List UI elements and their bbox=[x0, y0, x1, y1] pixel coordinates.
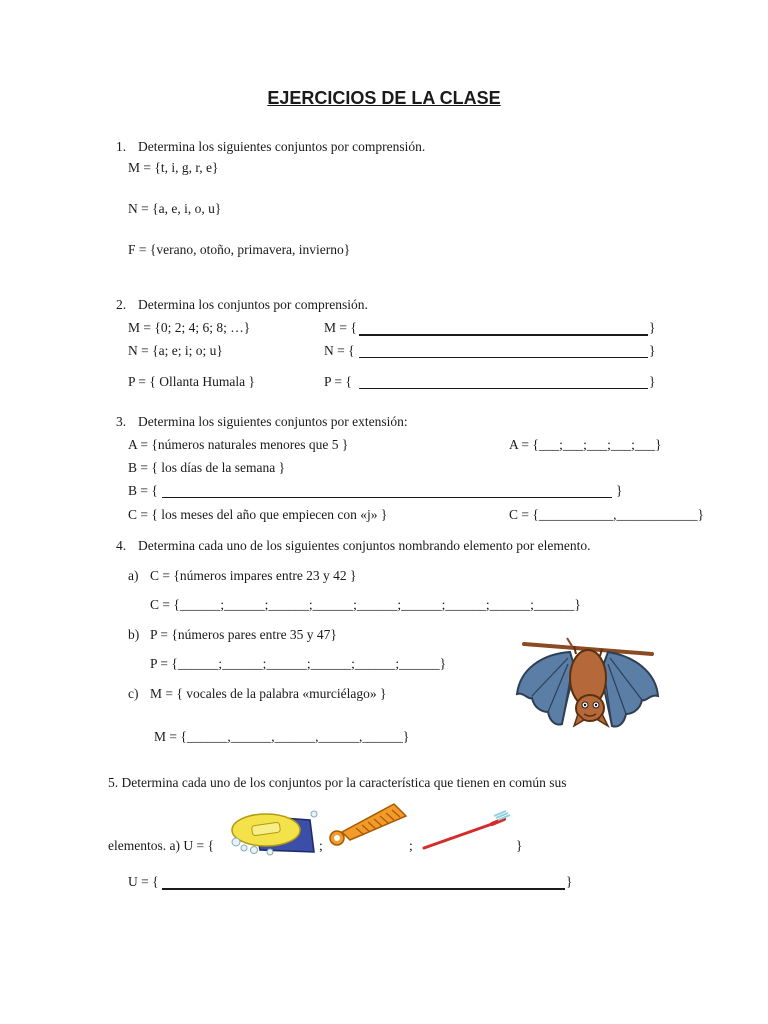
q3-b-given: B = { los días de la semana } bbox=[128, 460, 286, 475]
q3-number: 3. bbox=[116, 414, 127, 429]
soap-sponge-illustration bbox=[224, 806, 324, 860]
q1-set-f: F = {verano, otoño, primavera, invierno} bbox=[128, 242, 351, 257]
q2-answer-n-close: } bbox=[649, 343, 656, 358]
q2-answer-n-blank[interactable] bbox=[359, 357, 648, 358]
q3-c-answer[interactable]: C = {___________,____________} bbox=[509, 507, 704, 522]
q4-c-label: c) bbox=[128, 686, 139, 701]
q4-b-label: b) bbox=[128, 627, 140, 642]
q3-b-blank[interactable] bbox=[162, 497, 612, 498]
q2-answer-p-blank[interactable] bbox=[359, 388, 648, 389]
q4-a-label: a) bbox=[128, 568, 139, 583]
toothbrush-illustration bbox=[420, 808, 514, 852]
q2-answer-m-close: } bbox=[649, 320, 656, 335]
q1-set-m: M = {t, i, g, r, e} bbox=[128, 160, 219, 175]
q5-sep2: ; bbox=[409, 838, 413, 853]
q2-number: 2. bbox=[116, 297, 127, 312]
q3-c-given: C = { los meses del año que empiecen con «j» } bbox=[128, 507, 388, 522]
q3-b-open: B = { bbox=[128, 483, 158, 498]
q3-a-given: A = {números naturales menores que 5 } bbox=[128, 437, 349, 452]
q5-close: } bbox=[516, 838, 523, 853]
q2-given-p: P = { Ollanta Humala } bbox=[128, 374, 255, 389]
q4-prompt: Determina cada uno de los siguientes conjuntos nombrando elemento por elemento. bbox=[138, 538, 591, 553]
q3-b-close: } bbox=[616, 483, 623, 498]
q2-answer-m-blank[interactable] bbox=[359, 334, 648, 336]
q1-set-n: N = {a, e, i, o, u} bbox=[128, 201, 222, 216]
comb-illustration bbox=[326, 800, 408, 850]
q2-answer-m-open: M = { bbox=[324, 320, 357, 335]
bat-illustration bbox=[512, 634, 662, 734]
q5-answer-blank[interactable] bbox=[162, 888, 565, 890]
q4-c-answer[interactable]: M = {______,______,______,______,______} bbox=[154, 729, 410, 744]
q5-answer-open: U = { bbox=[128, 874, 159, 889]
q1-number: 1. bbox=[116, 139, 127, 154]
q5-sep1: ; bbox=[319, 838, 323, 853]
q2-prompt: Determina los conjuntos por comprensión. bbox=[138, 297, 368, 312]
q3-a-answer[interactable]: A = {___;___;___;___;___} bbox=[509, 437, 662, 452]
q2-answer-n-open: N = { bbox=[324, 343, 355, 358]
page-title: EJERCICIOS DE LA CLASE bbox=[267, 88, 501, 108]
q5-answer-close: } bbox=[566, 874, 573, 889]
q4-number: 4. bbox=[116, 538, 127, 553]
q5-line2: elementos. a) U = { bbox=[108, 838, 214, 853]
q2-given-n: N = {a; e; i; o; u} bbox=[128, 343, 223, 358]
q4-b-answer[interactable]: P = {______;______;______;______;______;______} bbox=[150, 656, 447, 671]
q2-answer-p-close: } bbox=[649, 374, 656, 389]
q4-b-given: P = {números pares entre 35 y 47} bbox=[150, 627, 337, 642]
q2-answer-p-open: P = { bbox=[324, 374, 352, 389]
q5-prompt: 5. Determina cada uno de los conjuntos por la característica que tienen en común sus bbox=[108, 775, 567, 790]
q4-a-given: C = {números impares entre 23 y 42 } bbox=[150, 568, 357, 583]
q1-prompt: Determina los siguientes conjuntos por comprensión. bbox=[138, 139, 426, 154]
q4-a-answer[interactable]: C = {______;______;______;______;______;______;______;______;______} bbox=[150, 597, 581, 612]
q4-c-given: M = { vocales de la palabra «murciélago» } bbox=[150, 686, 387, 701]
q3-prompt: Determina los siguientes conjuntos por extensión: bbox=[138, 414, 408, 429]
q2-given-m: M = {0; 2; 4; 6; 8; …} bbox=[128, 320, 251, 335]
